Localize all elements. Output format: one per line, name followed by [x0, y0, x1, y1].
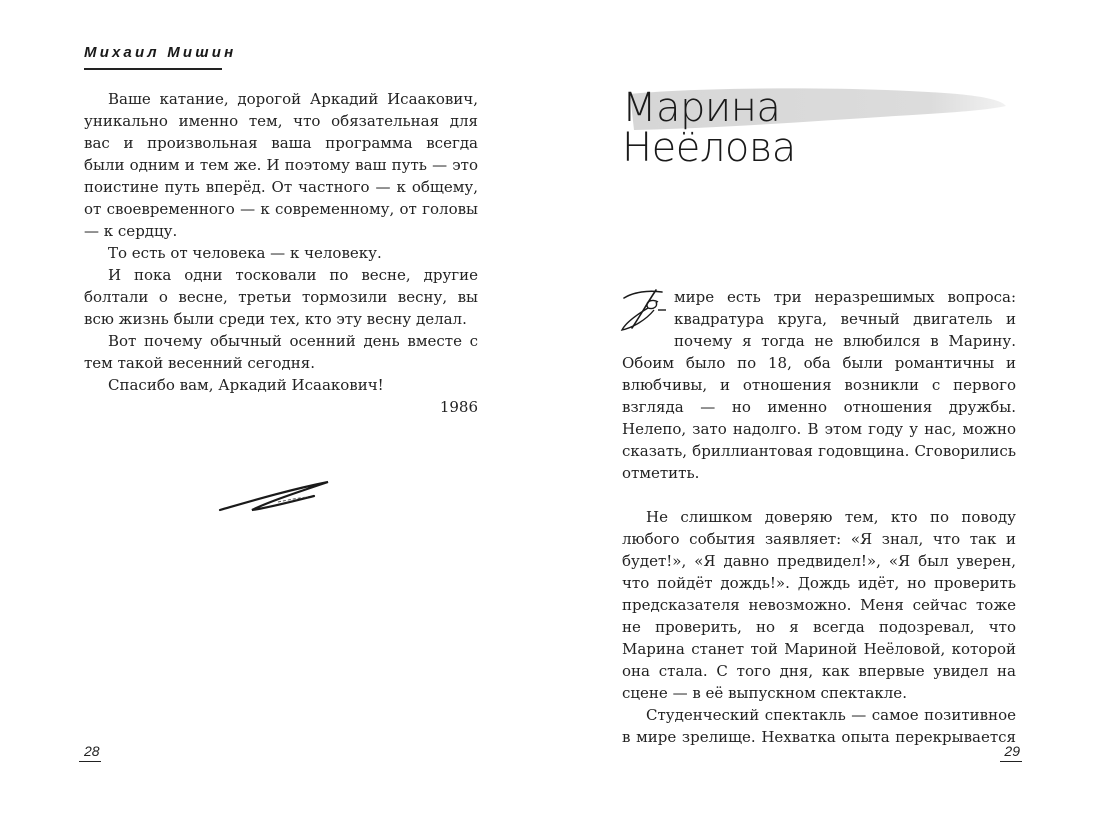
right-body-text: [622, 286, 1016, 748]
paragraph-spacer: [622, 484, 1016, 506]
right-page: [550, 0, 1100, 825]
paragraph: Не слишком доверяю тем, кто по поводу любого события заявляет: «Я знал, что так и будет!», «Я давно предвидел!», «Я был уверен, что пойдёт дождь!». Дождь идёт, но проверить предсказателя невозможно. Меня сейчас тоже не проверить, но я всегда подозревал, что Марина станет той Мариной Неёловой, которой она стала. С того дня, как впервые увидел на сцене — в её выпускном спектакле.: [622, 508, 1016, 702]
dropcap-letter-v-icon: [618, 288, 668, 332]
paragraph: Ваше катание, дорогой Аркадий Исаакович, уникально именно тем, что обязательная для вас и произвольная ваша программа всегда были одним и тем же. И поэтому ваш путь — это поистине путь вперёд. От частного — к общему, от своевременного — к современному, от головы — к сердцу.: [84, 90, 478, 240]
signature-flourish-icon: [218, 478, 333, 514]
page-number-rule: [79, 761, 101, 762]
page-number-left: 28: [84, 743, 100, 759]
paragraph-text: мире есть три неразрешимых вопроса: квадратура круга, вечный двигатель и почему я тогда не влюбился в Марину. Обоим было по 18, оба были романтичны и влюбчивы, и отношения возникли с первого взгляда — но именно отношения дружбы. Нелепо, зато надолго. В этом году у нас, можно сказать, бриллиантовая годовщина. Сговорились отметить.: [622, 288, 1016, 482]
chapter-title: [622, 85, 796, 171]
running-head-rule: [84, 68, 222, 70]
paragraph: То есть от человека — к человеку.: [108, 244, 382, 262]
chapter-title-line2: Неёлова: [622, 125, 796, 171]
year-date: 1986: [439, 398, 478, 416]
page-number-right: 29: [1004, 743, 1020, 759]
running-head-author: Михаил Мишин: [84, 44, 237, 61]
chapter-title-line1: Марина: [622, 85, 781, 131]
paragraph: Спасибо вам, Аркадий Исаакович!: [108, 376, 384, 394]
paragraph: Студенческий спектакль — самое позитивное в мире зрелище. Нехватка опыта перекрывается: [622, 706, 1016, 746]
paragraph: [622, 286, 1016, 484]
paragraph: Вот почему обычный осенний день вместе с тем такой весенний сегодня.: [84, 332, 478, 372]
page-number-rule: [1000, 761, 1022, 762]
paragraph: И пока одни тосковали по весне, другие болтали о весне, третьи тормозили весну, вы всю жизнь были среди тех, кто эту весну делал.: [84, 266, 478, 328]
left-body-text: [84, 88, 478, 418]
